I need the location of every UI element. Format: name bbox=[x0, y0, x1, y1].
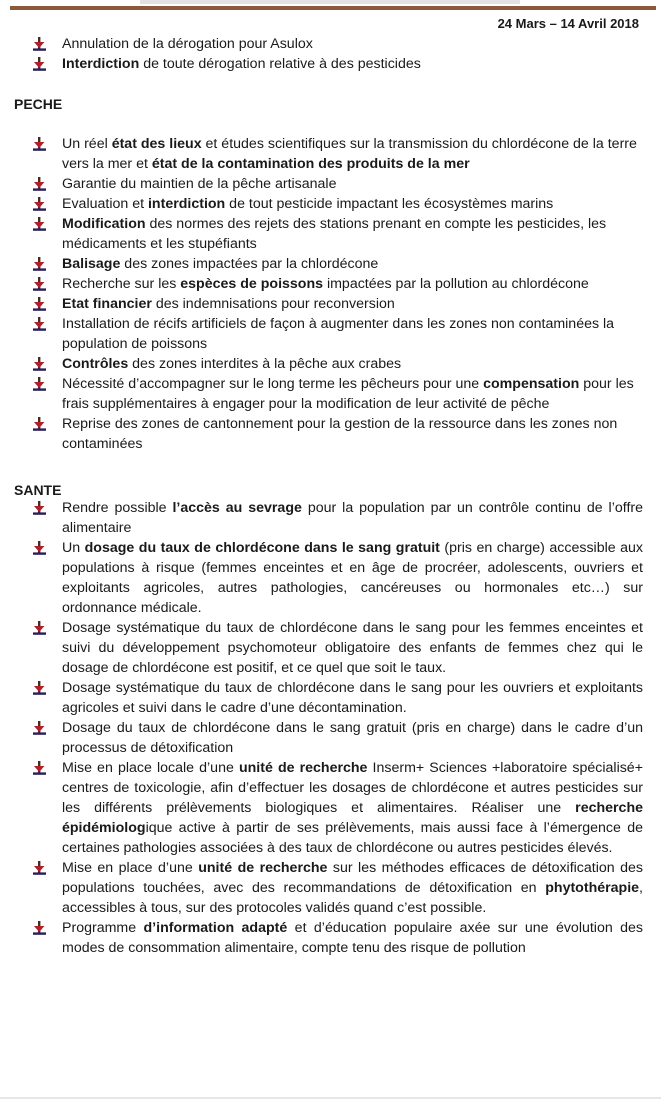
bullet-item bbox=[33, 498, 643, 538]
item-text: Mise en place locale d’une bbox=[62, 760, 239, 776]
item-text: , accessibles à tous, sur des protocoles validés quand c’est possible. bbox=[62, 880, 643, 916]
bullet-item bbox=[33, 314, 643, 354]
item-text: sur les méthodes efficaces de détoxification des populations touchées, avec des recommandations de détoxification en bbox=[62, 860, 643, 896]
item-text: des zones impactées par la chlordécone bbox=[120, 256, 379, 272]
arrow-bullet-icon bbox=[33, 377, 47, 391]
section-title-peche: PECHE bbox=[14, 96, 63, 112]
bullet-item bbox=[33, 678, 643, 718]
item-text: Reprise des zones de cantonnement pour la gestion de la ressource dans les zones non contaminées bbox=[62, 416, 618, 452]
bullet-item bbox=[33, 758, 643, 858]
bullet-item bbox=[33, 718, 643, 758]
arrow-bullet-icon bbox=[33, 861, 47, 875]
emphasis-text: Etat financier bbox=[62, 296, 152, 312]
arrow-bullet-icon bbox=[33, 357, 47, 371]
arrow-bullet-icon bbox=[33, 317, 47, 331]
bullet-item bbox=[33, 254, 643, 274]
arrow-bullet-icon bbox=[33, 501, 47, 515]
bullet-item bbox=[33, 618, 643, 678]
arrow-bullet-icon bbox=[33, 37, 47, 51]
item-text: pour la population par un contrôle continu de l’offre alimentaire bbox=[62, 500, 643, 536]
item-text: ique active à partir de ses prélèvements, mais aussi face à l’émergence de certaines pathologies associées à des taux de chlordécone ou autres pesticides élevés. bbox=[62, 820, 643, 856]
arrow-bullet-icon bbox=[33, 541, 47, 555]
bullet-item bbox=[33, 858, 643, 918]
arrow-bullet-icon bbox=[33, 761, 47, 775]
emphasis-text: unité de recherche bbox=[238, 760, 368, 776]
emphasis-text: état des lieux bbox=[111, 136, 202, 152]
arrow-bullet-icon bbox=[33, 217, 47, 231]
arrow-bullet-icon bbox=[33, 621, 47, 635]
bullet-item bbox=[33, 538, 643, 618]
item-text: de tout pesticide impactant les écosystèmes marins bbox=[225, 196, 554, 212]
date-range: 24 Mars – 14 Avril 2018 bbox=[497, 16, 639, 31]
arrow-bullet-icon bbox=[33, 721, 47, 735]
item-text: Nécessité d’accompagner sur le long terme les pêcheurs pour une bbox=[62, 376, 484, 392]
cropped-title-line bbox=[140, 0, 520, 4]
emphasis-text: unité de recherche bbox=[198, 860, 328, 876]
bullet-item bbox=[33, 414, 643, 454]
item-text: Inserm+ Sciences +laboratoire spécialisé+ centres de toxicologie, afin d’effectuer les dosages de chlordécone et autres pesticides sur les différents prélèvements biologiques et alimentaires. Réaliser une bbox=[62, 760, 643, 816]
item-text: de toute dérogation relative à des pesticides bbox=[139, 56, 421, 72]
item-text: Dosage systématique du taux de chlordécone dans le sang pour les ouvriers et exploitants agricoles et suivi dans le cadre d’une décontamination. bbox=[62, 680, 643, 716]
emphasis-text: Modification bbox=[62, 216, 146, 232]
emphasis-text: espèces de poissons bbox=[180, 276, 324, 292]
emphasis-text: compensation bbox=[483, 376, 580, 392]
emphasis-text: dosage du taux de chlordécone dans le sang gratuit bbox=[84, 540, 440, 556]
item-text: impactées par la pollution au chlordécone bbox=[323, 276, 589, 292]
item-text: des indemnisations pour reconversion bbox=[151, 296, 395, 312]
arrow-bullet-icon bbox=[33, 277, 47, 291]
item-text: Un réel bbox=[62, 136, 112, 152]
bullet-item bbox=[33, 134, 643, 174]
emphasis-text: recherche épidémiolog bbox=[62, 800, 643, 836]
item-text: et d’éducation populaire axée sur une évolution des modes de consommation alimentaire, compte tenu des risque de pollution bbox=[62, 920, 644, 956]
bullet-item bbox=[33, 174, 643, 194]
item-text: des zones interdites à la pêche aux crabes bbox=[128, 356, 402, 372]
bullet-item bbox=[33, 274, 643, 294]
top-rule bbox=[10, 6, 656, 10]
arrow-bullet-icon bbox=[33, 197, 47, 211]
section-title-sante: SANTE bbox=[14, 482, 62, 498]
item-text: pour les frais supplémentaires à engager pour la modification de leur activité de pêche bbox=[62, 376, 634, 412]
bullet-item bbox=[33, 214, 643, 254]
arrow-bullet-icon bbox=[33, 921, 47, 935]
arrow-bullet-icon bbox=[33, 297, 47, 311]
item-text: Evaluation et bbox=[62, 196, 148, 212]
item-text: (pris en charge) accessible aux populations à risque (femmes enceintes et en âge de procréer, adolescents, ouvriers et exploitants agricoles, autres pathologies, cancéreuses ou hormonales etc…) sur ordonnance médicale. bbox=[62, 540, 644, 616]
emphasis-text: Balisage bbox=[62, 256, 121, 272]
emphasis-text: l’accès au sevrage bbox=[172, 500, 302, 516]
arrow-bullet-icon bbox=[33, 57, 47, 71]
bullet-item bbox=[33, 34, 643, 54]
emphasis-text: état de la contamination des produits de la mer bbox=[151, 156, 470, 172]
bullet-item bbox=[33, 194, 643, 214]
intro-list bbox=[33, 34, 643, 74]
emphasis-text: d’information adapté bbox=[143, 920, 288, 936]
arrow-bullet-icon bbox=[33, 681, 47, 695]
emphasis-text: Interdiction bbox=[62, 56, 140, 72]
item-text: Mise en place d’une bbox=[62, 860, 199, 876]
emphasis-text: Contrôles bbox=[62, 356, 129, 372]
arrow-bullet-icon bbox=[33, 257, 47, 271]
item-text: Rendre possible bbox=[62, 500, 173, 516]
arrow-bullet-icon bbox=[33, 417, 47, 431]
bullet-item bbox=[33, 354, 643, 374]
item-text: Programme bbox=[62, 920, 144, 936]
arrow-bullet-icon bbox=[33, 137, 47, 151]
item-text: Dosage du taux de chlordécone dans le sang gratuit (pris en charge) dans le cadre d’un processus de détoxification bbox=[62, 720, 643, 756]
bullet-item bbox=[33, 54, 643, 74]
emphasis-text: interdiction bbox=[147, 196, 226, 212]
item-text: Installation de récifs artificiels de façon à augmenter dans les zones non contaminées la population de poissons bbox=[62, 316, 615, 352]
item-text: Recherche sur les bbox=[62, 276, 181, 292]
bullet-item bbox=[33, 918, 643, 958]
item-text: et études scientifiques sur la transmission du chlordécone de la terre vers la mer et bbox=[62, 136, 637, 172]
item-text: des normes des rejets des stations prenant en compte les pesticides, les médicaments et les stupéfiants bbox=[62, 216, 607, 252]
sante-list bbox=[33, 498, 643, 958]
peche-list bbox=[33, 134, 643, 454]
bullet-item bbox=[33, 374, 643, 414]
item-text: Un bbox=[62, 540, 85, 556]
item-text: Garantie du maintien de la pêche artisanale bbox=[62, 176, 337, 192]
bottom-rule bbox=[0, 1097, 661, 1099]
item-text: Dosage systématique du taux de chlordécone dans le sang pour les femmes enceintes et suivi du développement psychomoteur obligatoire des enfants de femmes chez qui le dosage de chlordécone est positif, et ce quel que soit le taux. bbox=[62, 620, 643, 676]
emphasis-text: phytothérapie bbox=[545, 880, 640, 896]
bullet-item bbox=[33, 294, 643, 314]
item-text: Annulation de la dérogation pour Asulox bbox=[62, 36, 313, 52]
arrow-bullet-icon bbox=[33, 177, 47, 191]
